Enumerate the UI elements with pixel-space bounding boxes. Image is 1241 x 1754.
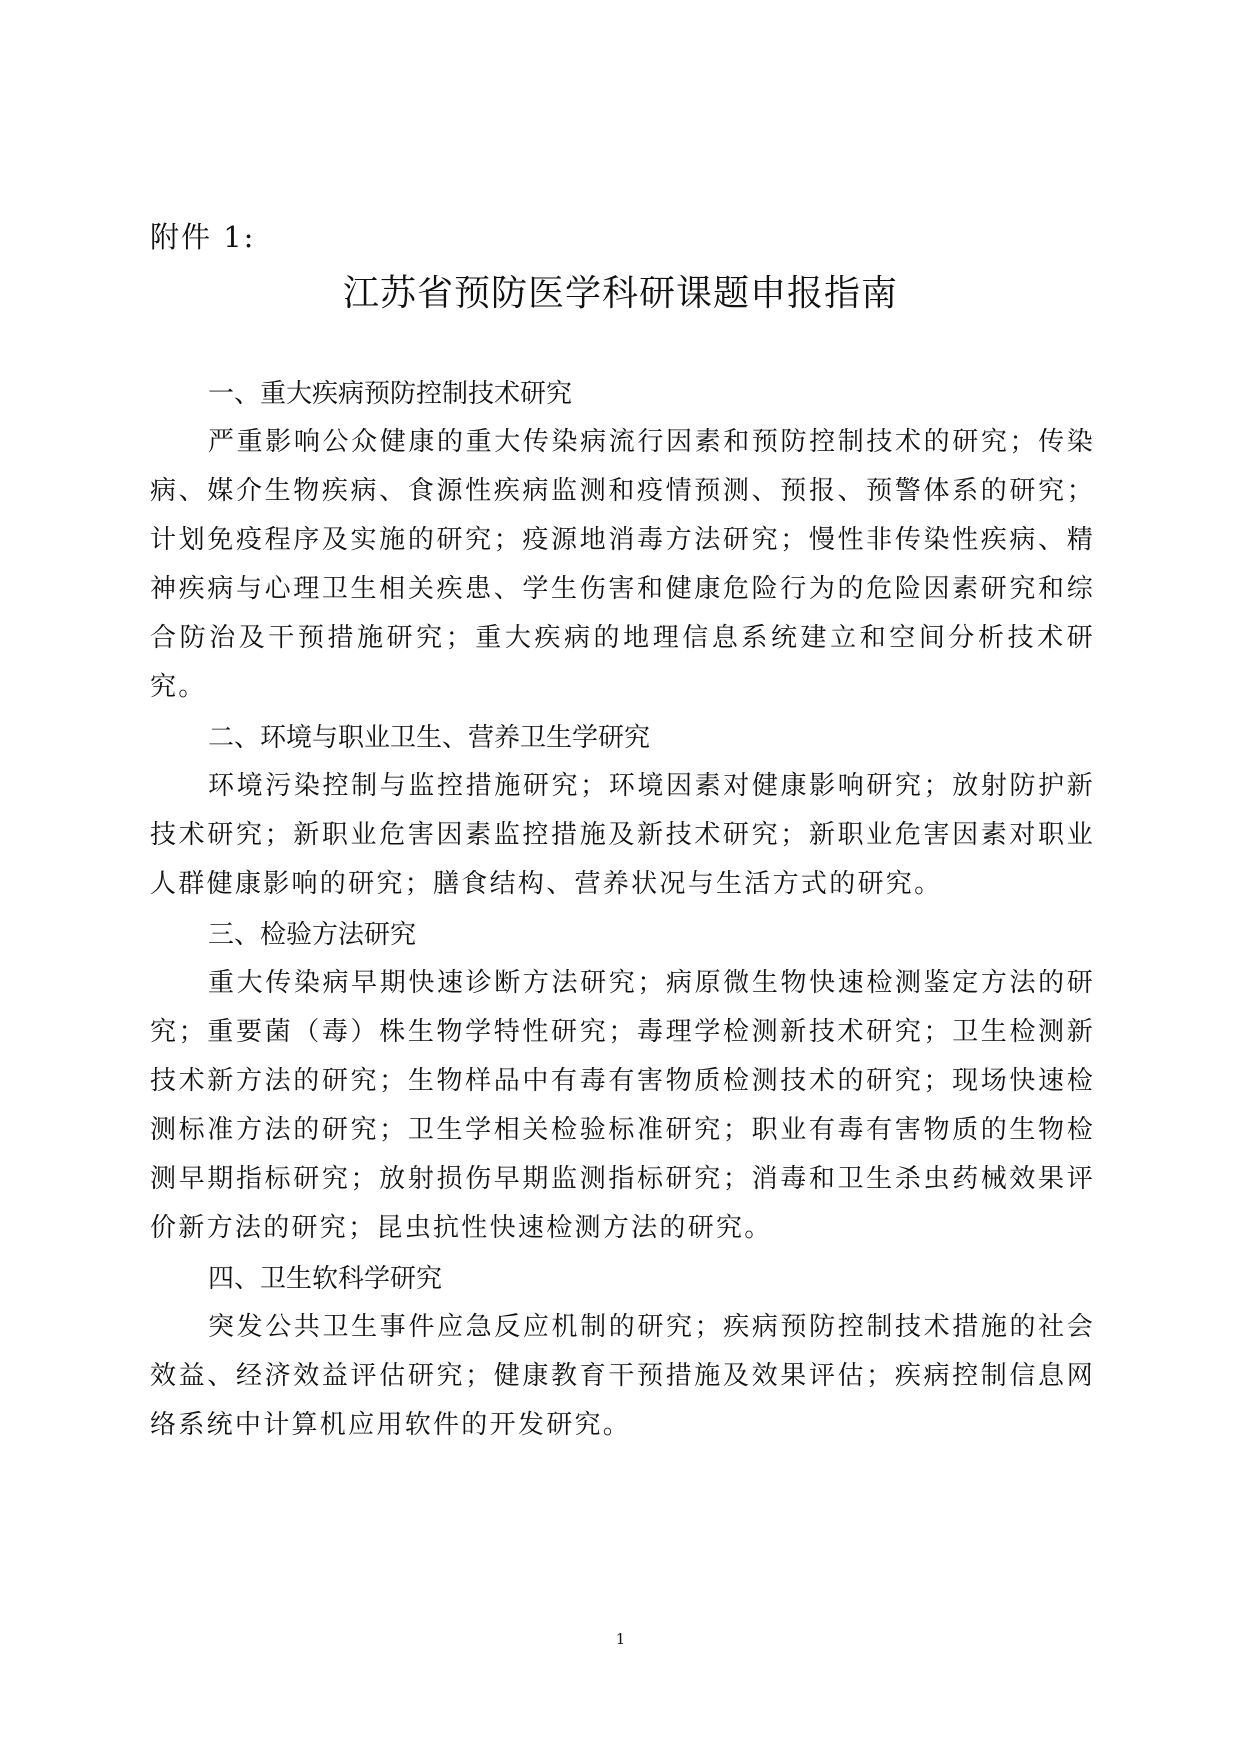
section: [150, 714, 1095, 909]
section-body: 突发公共卫生事件应急反应机制的研究；疾病预防控制技术措施的社会效益、经济效益评估研究；健康教育干预措施及效果评估；疾病控制信息网络系统中计算机应用软件的开发研究。: [150, 1312, 1095, 1440]
section-heading: 四、卫生软科学研究: [208, 1264, 443, 1294]
section: [150, 370, 1095, 712]
section-heading: 三、检验方法研究: [208, 920, 417, 950]
document-title: 江苏省预防医学科研课题申报指南: [342, 273, 898, 314]
section-heading: 二、环境与职业卫生、营养卫生学研究: [208, 723, 651, 753]
section-body: 严重影响公众健康的重大传染病流行因素和预防控制技术的研究；传染病、媒介生物疾病、食源性疾病监测和疫情预测、预报、预警体系的研究；计划免疫程序及实施的研究；疫源地消毒方法研究；慢性非传染性疾病、精神疾病与心理卫生相关疾患、学生伤害和健康危险行为的危险因素研究和综合防治及干预措施研究；重大疾病的地理信息系统建立和空间分析技术研究。: [150, 427, 1095, 702]
attachment-label: 附件 1:: [150, 220, 256, 254]
section-body: 重大传染病早期快速诊断方法研究；病原微生物快速检测鉴定方法的研究；重要菌（毒）株生物学特性研究；毒理学检测新技术研究；卫生检测新技术新方法的研究；生物样品中有毒有害物质检测技术的研究；现场快速检测标准方法的研究；卫生学相关检验标准研究；职业有毒有害物质的生物检测早期指标研究；放射损伤早期监测指标研究；消毒和卫生杀虫药械效果评价新方法的研究；昆虫抗性快速检测方法的研究。: [150, 968, 1095, 1243]
section-heading: 一、重大疾病预防控制技术研究: [208, 379, 573, 409]
page-number: 1: [615, 1630, 626, 1648]
section: [150, 1255, 1095, 1450]
section-body: 环境污染控制与监控措施研究；环境因素对健康影响研究；放射防护新技术研究；新职业危害因素监控措施及新技术研究；新职业危害因素对职业人群健康影响的研究；膳食结构、营养状况与生活方式的研究。: [150, 771, 1095, 899]
section: [150, 911, 1095, 1253]
document-body: [150, 370, 1095, 1452]
